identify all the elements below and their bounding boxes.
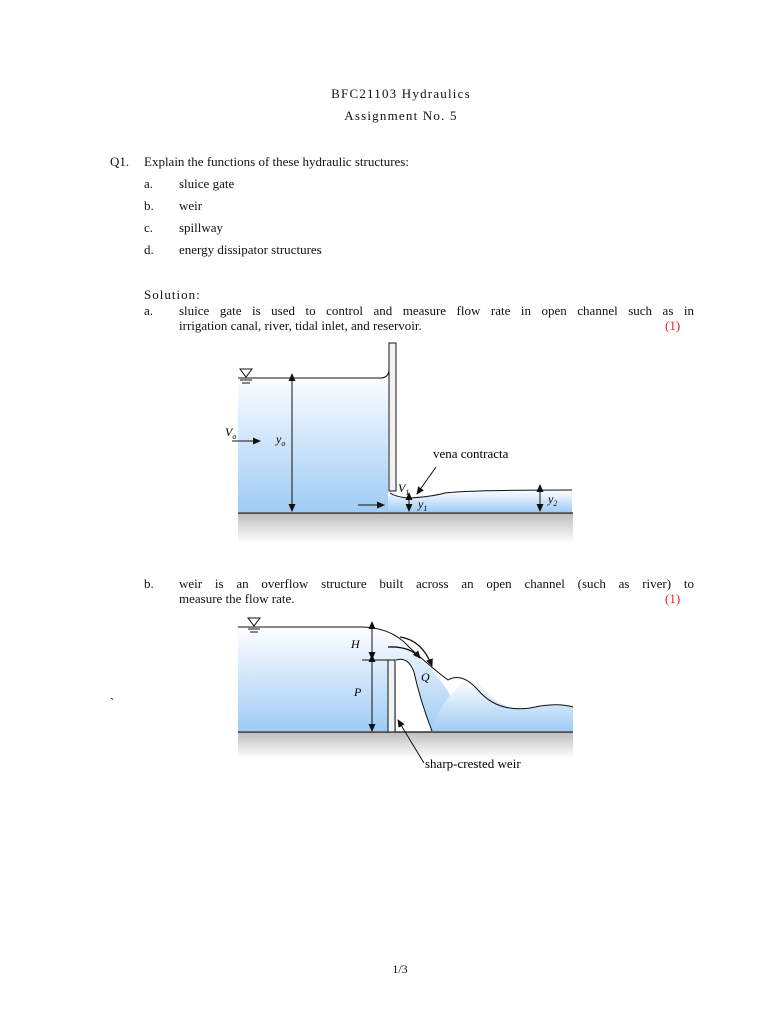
stray-mark: ` xyxy=(110,695,115,710)
item-letter: c. xyxy=(144,220,154,235)
solution-b-letter: b. xyxy=(144,576,154,591)
label-h: H xyxy=(351,637,360,651)
item-letter: a. xyxy=(144,176,154,191)
label-v0: $V_o$ xyxy=(225,425,237,441)
weir-channel-bed xyxy=(238,732,573,758)
label-sharp-crested-weir: sharp-crested weir xyxy=(425,756,521,771)
question-prompt: Explain the functions of these hydraulic structures: xyxy=(144,154,409,169)
weir-downstream-water xyxy=(430,680,573,731)
question-number: Q1. xyxy=(110,154,130,169)
label-q: Q xyxy=(421,670,430,684)
item-text: sluice gate xyxy=(179,176,235,191)
item-letter: b. xyxy=(144,198,154,213)
item-text: spillway xyxy=(179,220,224,235)
solution-heading: Solution: xyxy=(144,287,201,302)
item-text: energy dissipator structures xyxy=(179,242,322,257)
assignment-title: Assignment No. 5 xyxy=(344,108,458,123)
weir-plate xyxy=(388,660,395,732)
solution-a-line1: sluice gate is used to control and measure flow rate in open channel such as in xyxy=(179,303,694,318)
solution-b-line2: measure the flow rate. xyxy=(179,591,295,606)
solution-a-line2: irrigation canal, river, tidal inlet, and reservoir. xyxy=(179,318,422,333)
page-number: 1/3 xyxy=(392,962,408,976)
label-vena-contracta: vena contracta xyxy=(433,446,509,461)
course-title: BFC21103 Hydraulics xyxy=(331,86,471,101)
solution-b-line1: weir is an overflow structure built across an open channel (such as river) to xyxy=(179,576,694,591)
item-letter: d. xyxy=(144,242,154,257)
solution-a-marks: (1) xyxy=(665,318,681,333)
solution-b-marks: (1) xyxy=(665,591,681,606)
label-y0: $y_o$ xyxy=(276,432,286,448)
solution-a-letter: a. xyxy=(144,303,154,318)
item-text: weir xyxy=(179,198,203,213)
label-v1: $V_1$ xyxy=(398,481,410,497)
label-y1: $y_1$ xyxy=(418,497,428,513)
label-p: P xyxy=(354,685,362,699)
label-y2: $y_2$ xyxy=(548,492,558,508)
